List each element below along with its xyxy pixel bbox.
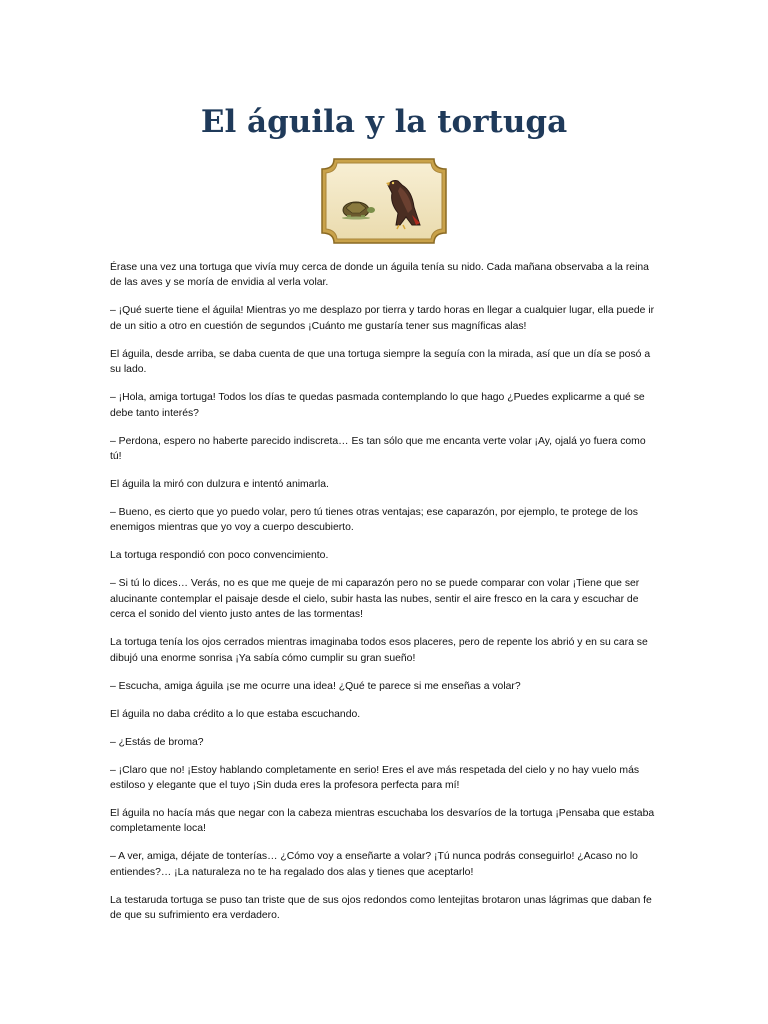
paragraph: – Bueno, es cierto que yo puedo volar, pero tú tienes otras ventajas; ese caparazón, por ejemplo, te protege de los enemigos mientras que yo voy a cuerpo descubierto.: [110, 507, 638, 534]
paragraph: – ¡Hola, amiga tortuga! Todos los días te quedas pasmada contemplando lo que hago ¿Puedes explicarme a qué se debe tanto interés?: [110, 392, 645, 419]
paragraph: – Escucha, amiga águila ¡se me ocurre una idea! ¿Qué te parece si me enseñas a volar?: [110, 680, 521, 692]
paragraph: El águila la miró con dulzura e intentó animarla.: [110, 479, 329, 491]
frame-panel: [326, 163, 442, 239]
paragraph: La tortuga respondió con poco convencimiento.: [110, 550, 329, 562]
story-illustration: [316, 155, 452, 247]
paragraph: El águila no daba crédito a lo que estaba escuchando.: [110, 708, 361, 720]
story-text: [110, 260, 658, 936]
paragraph: – Perdona, espero no haberte parecido indiscreta… Es tan sólo que me encanta verte volar ¡Ay, ojalá yo fuera como tú!: [110, 435, 646, 463]
paragraph: – Si tú lo dices… Verás, no es que me queje de mi caparazón pero no se puede comparar con volar ¡Tiene que ser alucinante contemplar el paisaje desde el cielo, subir hasta las nubes, sentir el aire fresco en la cara y escuchar de cerca el sonido del viento justo antes de las tormentas!: [110, 578, 640, 621]
paragraph: – ¿Estás de broma?: [110, 736, 204, 748]
paragraph: – ¡Qué suerte tiene el águila! Mientras yo me desplazo por tierra y tardo horas en llegar a cualquier lugar, ella puede ir de un sitio a otro en cuestión de segundos ¡Cuánto me gustaría tener sus magníficas alas!: [110, 305, 655, 332]
paragraph: Érase una vez una tortuga que vivía muy cerca de donde un águila tenía su nido. Cada mañana observaba a la reina de las aves y se moría de envidia al verla volar.: [110, 262, 649, 289]
page-title: El águila y la tortuga: [200, 104, 568, 140]
paragraph: La tortuga tenía los ojos cerrados mientras imaginaba todos esos placeres, pero de repente los abrió y en su cara se dibujó una enorme sonrisa ¡Ya sabía cómo cumplir su gran sueño!: [110, 637, 648, 664]
paragraph: La testaruda tortuga se puso tan triste que de sus ojos redondos como lentejitas brotaron unas lágrimas que daban fe de que su sufrimiento era verdadero.: [110, 894, 652, 922]
paragraph: – ¡Claro que no! ¡Estoy hablando completamente en serio! Eres el ave más respetada del cielo y no hay vuelo más estiloso y elegante que el tuyo ¡Sin duda eres la profesora perfecta para mí!: [110, 764, 640, 792]
paragraph: – A ver, amiga, déjate de tonterías… ¿Cómo voy a enseñarte a volar? ¡Tú nunca podrás conseguirlo! ¿Acaso no lo entiendes?… ¡La naturaleza no te ha regalado dos alas y tienes que aceptarlo!: [110, 851, 638, 878]
paragraph: El águila no hacía más que negar con la cabeza mientras escuchaba los desvaríos de la tortuga ¡Pensaba que estaba completamente loca!: [110, 808, 655, 835]
paragraph: El águila, desde arriba, se daba cuenta de que una tortuga siempre la seguía con la mirada, así que un día se posó a su lado.: [110, 348, 651, 376]
